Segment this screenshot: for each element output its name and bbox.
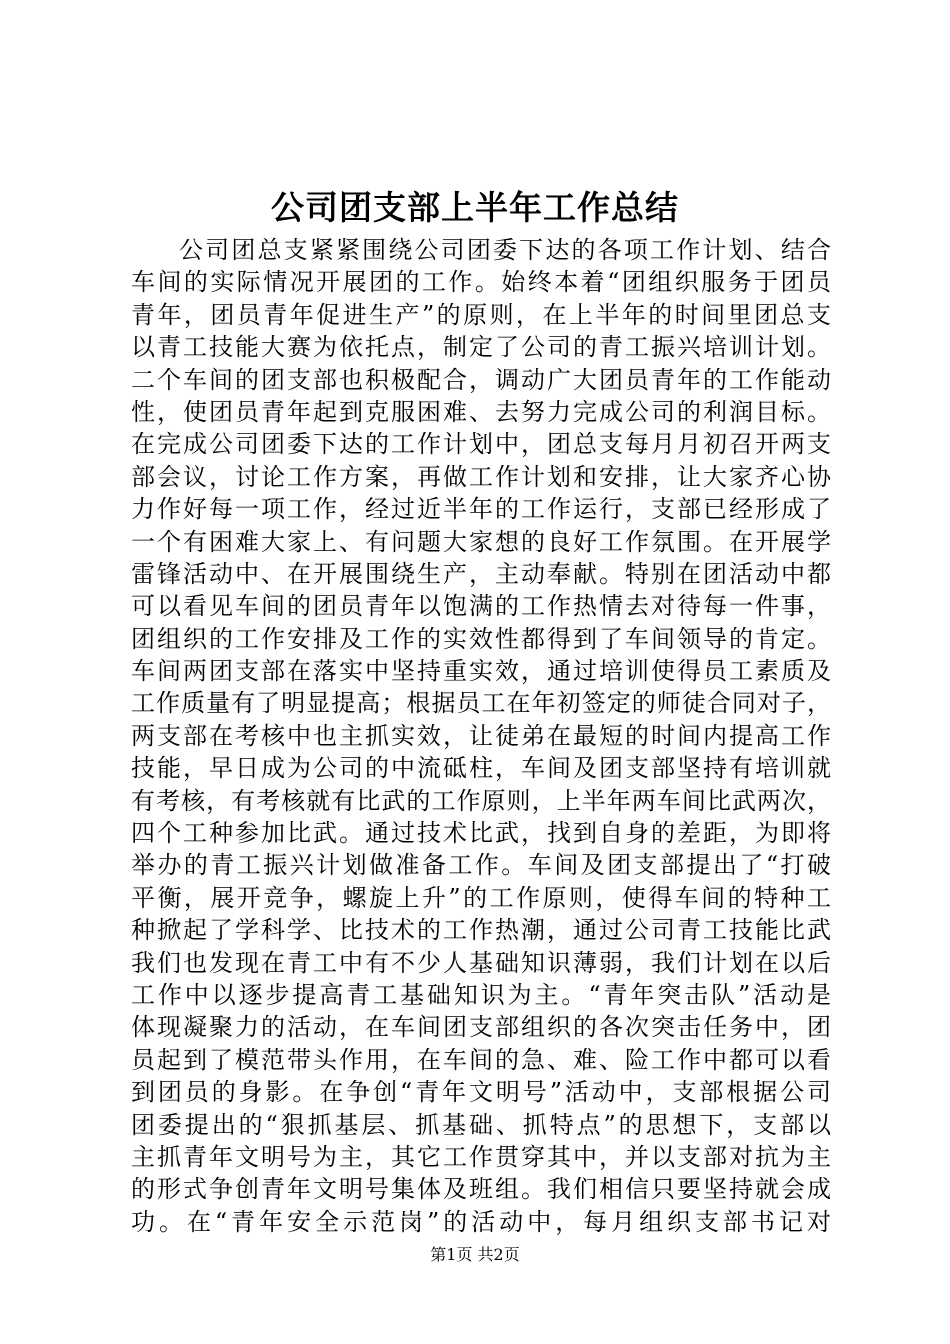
body-line: 在完成公司团委下达的工作计划中，团总支每月月初召开两支	[131, 430, 831, 459]
body-line: 技能，早日成为公司的中流砥柱，车间及团支部坚持有培训就	[131, 754, 831, 783]
body-line: 性，使团员青年起到克服困难、去努力完成公司的利润目标。	[131, 397, 831, 426]
document-title: 公司团支部上半年工作总结	[271, 188, 679, 227]
body-line: 平衡，展开竞争，螺旋上升”的工作原则，使得车间的特种工	[131, 883, 831, 912]
body-line: 四个工种参加比武。通过技术比武，找到自身的差距，为即将	[131, 819, 831, 848]
body-line: 一个有困难大家上、有问题大家想的良好工作氛围。在开展学	[131, 527, 831, 556]
body-line: 可以看见车间的团员青年以饱满的工作热情去对待每一件事，	[131, 592, 831, 621]
body-line: 公司团总支紧紧围绕公司团委下达的各项工作计划、结合	[179, 236, 831, 264]
body-line: 到团员的身影。在争创“青年文明号”活动中，支部根据公司	[131, 1078, 831, 1107]
body-line: 二个车间的团支部也积极配合，调动广大团员青年的工作能动	[131, 365, 831, 394]
body-line: 部会议，讨论工作方案，再做工作计划和安排，让大家齐心协	[131, 462, 831, 491]
document-body	[131, 234, 831, 1238]
body-line: 团委提出的“狠抓基层、抓基础、抓特点”的思想下，支部以	[131, 1110, 831, 1139]
body-line: 种掀起了学科学、比技术的工作热潮，通过公司青工技能比武	[131, 916, 831, 945]
body-line: 工作质量有了明显提高；根据员工在年初签定的师徒合同对子，	[131, 689, 831, 718]
body-line: 我们也发现在青工中有不少人基础知识薄弱，我们计划在以后	[131, 948, 831, 977]
body-line: 体现凝聚力的活动，在车间团支部组织的各次突击任务中，团	[131, 1013, 831, 1042]
body-line: 雷锋活动中、在开展围绕生产，主动奉献。特别在团活动中都	[131, 559, 831, 588]
body-line: 两支部在考核中也主抓实效，让徒弟在最短的时间内提高工作	[131, 721, 831, 750]
body-line: 青年，团员青年促进生产”的原则，在上半年的时间里团总支	[131, 300, 831, 329]
body-line: 功。在“青年安全示范岗”的活动中，每月组织支部书记对	[131, 1207, 831, 1236]
body-line: 车间两团支部在落实中坚持重实效，通过培训使得员工素质及	[131, 657, 831, 686]
body-line: 工作中以逐步提高青工基础知识为主。“青年突击队”活动是	[131, 980, 831, 1009]
body-line: 以青工技能大赛为依托点，制定了公司的青工振兴培训计划。	[131, 333, 831, 362]
body-line: 力作好每一项工作，经过近半年的工作运行，支部已经形成了	[131, 495, 831, 524]
page-footer: 第1页 共2页	[430, 1245, 520, 1264]
body-line: 的形式争创青年文明号集体及班组。我们相信只要坚持就会成	[131, 1175, 831, 1204]
body-line: 员起到了模范带头作用，在车间的急、难、险工作中都可以看	[131, 1045, 831, 1074]
body-line: 团组织的工作安排及工作的实效性都得到了车间领导的肯定。	[131, 624, 831, 653]
body-line: 有考核，有考核就有比武的工作原则，上半年两车间比武两次，	[131, 786, 831, 815]
body-line: 主抓青年文明号为主，其它工作贯穿其中，并以支部对抗为主	[131, 1142, 831, 1171]
body-line: 车间的实际情况开展团的工作。始终本着“团组织服务于团员	[131, 268, 831, 297]
body-line: 举办的青工振兴计划做准备工作。车间及团支部提出了“打破	[131, 851, 831, 880]
